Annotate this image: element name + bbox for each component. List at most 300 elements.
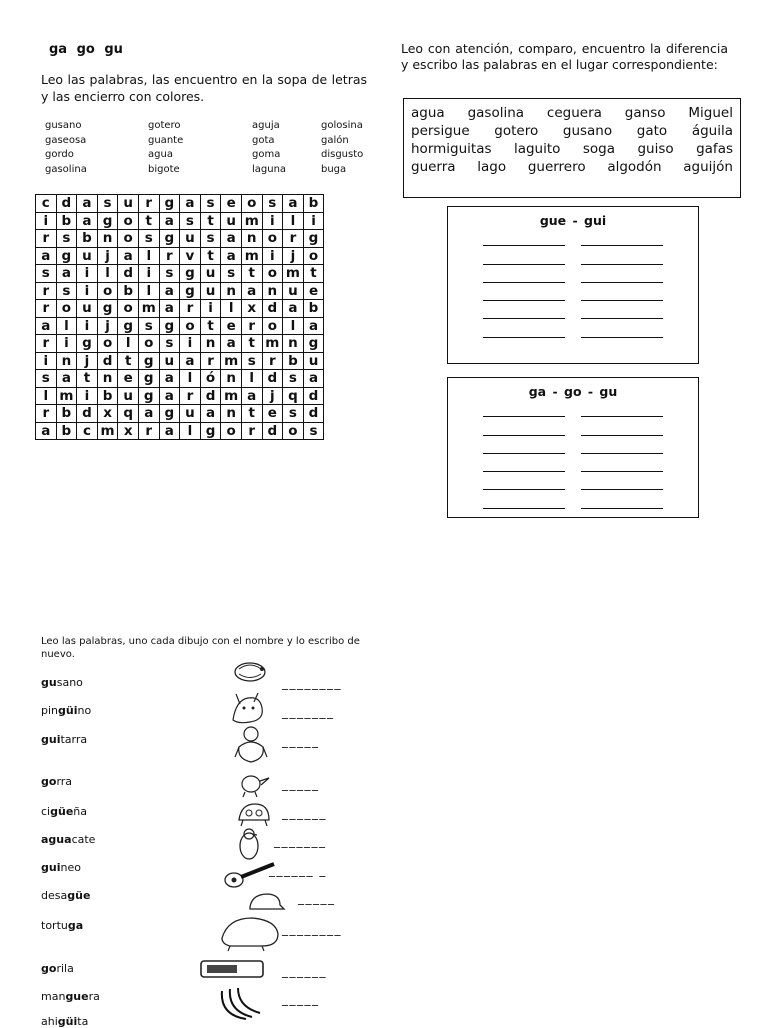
grid-cell[interactable]: v bbox=[180, 247, 201, 265]
grid-row bbox=[36, 195, 324, 213]
grid-cell[interactable]: a bbox=[138, 405, 159, 423]
grid-cell[interactable]: s bbox=[200, 230, 221, 248]
grid-cell[interactable]: r bbox=[138, 195, 159, 213]
grid-cell[interactable]: n bbox=[283, 335, 304, 353]
grid-cell[interactable]: a bbox=[56, 370, 77, 388]
grid-cell[interactable]: m bbox=[241, 247, 262, 265]
matching-instructions: Leo las palabras, uno cada dibujo con el nombre y lo escribo de nuevo. bbox=[41, 636, 360, 660]
grid-cell[interactable]: l bbox=[241, 370, 262, 388]
grid-cell[interactable]: g bbox=[56, 247, 77, 265]
grid-cell[interactable]: a bbox=[159, 282, 180, 300]
word-list-item: gusano bbox=[45, 120, 82, 131]
grid-cell[interactable]: u bbox=[221, 212, 242, 230]
grid-cell[interactable]: o bbox=[262, 265, 283, 283]
answer-line[interactable] bbox=[483, 508, 565, 509]
answer-line[interactable] bbox=[483, 282, 565, 283]
grid-cell[interactable]: o bbox=[138, 335, 159, 353]
grid-cell[interactable]: i bbox=[36, 212, 57, 230]
grid-cell[interactable]: u bbox=[118, 195, 139, 213]
word-box-word: guerrero bbox=[527, 159, 586, 175]
grid-cell[interactable]: a bbox=[159, 387, 180, 405]
penguin-icon bbox=[232, 826, 266, 862]
word-box-word: laguito bbox=[513, 141, 561, 157]
answer-line[interactable] bbox=[581, 337, 663, 338]
grid-cell[interactable]: d bbox=[97, 352, 118, 370]
grid-cell[interactable]: u bbox=[180, 230, 201, 248]
grid-cell[interactable]: e bbox=[118, 370, 139, 388]
grid-cell[interactable]: a bbox=[221, 230, 242, 248]
grid-cell[interactable]: s bbox=[36, 370, 57, 388]
grid-cell[interactable]: a bbox=[56, 265, 77, 283]
answer-line[interactable] bbox=[581, 300, 663, 301]
word-box-word: ganso bbox=[624, 105, 666, 121]
grid-cell[interactable]: j bbox=[262, 387, 283, 405]
panel-ga-go-gu bbox=[447, 377, 699, 518]
word-box-word: gusano bbox=[562, 123, 613, 139]
answer-dash-line[interactable]: _______ bbox=[282, 705, 335, 719]
grid-cell[interactable]: g bbox=[200, 422, 221, 440]
answer-line[interactable] bbox=[581, 435, 663, 436]
grid-row bbox=[36, 247, 324, 265]
answer-dash-line[interactable]: ______ _ bbox=[269, 863, 327, 877]
word-list-item: disgusto bbox=[321, 149, 364, 160]
grid-cell[interactable]: l bbox=[118, 335, 139, 353]
grid-cell[interactable]: a bbox=[303, 317, 324, 335]
grid-cell[interactable]: i bbox=[200, 300, 221, 318]
grid-cell[interactable]: a bbox=[36, 317, 57, 335]
answer-line[interactable] bbox=[483, 471, 565, 472]
grid-cell[interactable]: l bbox=[180, 422, 201, 440]
grid-cell[interactable]: t bbox=[77, 370, 98, 388]
grid-cell[interactable]: l bbox=[97, 265, 118, 283]
grid-cell[interactable]: i bbox=[36, 352, 57, 370]
grid-cell[interactable]: x bbox=[97, 405, 118, 423]
grid-cell[interactable]: ó bbox=[200, 370, 221, 388]
grid-cell[interactable]: t bbox=[303, 265, 324, 283]
grid-cell[interactable]: o bbox=[118, 230, 139, 248]
grid-cell[interactable]: n bbox=[262, 282, 283, 300]
word-box-word: persigue bbox=[411, 123, 470, 139]
grid-cell[interactable]: m bbox=[262, 335, 283, 353]
grid-cell[interactable]: u bbox=[77, 300, 98, 318]
grid-cell[interactable]: g bbox=[303, 335, 324, 353]
answer-line[interactable] bbox=[483, 337, 565, 338]
grid-cell[interactable]: a bbox=[241, 282, 262, 300]
grid-cell[interactable]: u bbox=[118, 387, 139, 405]
grid-cell[interactable]: e bbox=[262, 405, 283, 423]
grid-cell[interactable]: g bbox=[97, 212, 118, 230]
grid-cell[interactable]: n bbox=[221, 282, 242, 300]
grid-cell[interactable]: i bbox=[77, 265, 98, 283]
grid-cell[interactable]: i bbox=[180, 335, 201, 353]
grid-cell[interactable]: s bbox=[36, 265, 57, 283]
grid-cell[interactable]: o bbox=[262, 317, 283, 335]
grid-cell[interactable]: b bbox=[77, 230, 98, 248]
grid-cell[interactable]: m bbox=[221, 352, 242, 370]
word-list-item: gotero bbox=[148, 120, 181, 131]
grid-cell[interactable]: t bbox=[241, 265, 262, 283]
answer-line[interactable] bbox=[581, 318, 663, 319]
word-list-item: gaseosa bbox=[45, 134, 87, 146]
answer-line[interactable] bbox=[483, 489, 565, 490]
grid-cell[interactable]: r bbox=[180, 300, 201, 318]
grid-cell[interactable]: s bbox=[97, 195, 118, 213]
answer-line[interactable] bbox=[581, 471, 663, 472]
grid-row bbox=[36, 265, 324, 283]
word-list-item: laguna bbox=[252, 163, 287, 175]
grid-cell[interactable]: m bbox=[97, 422, 118, 440]
grid-cell[interactable]: u bbox=[303, 352, 324, 370]
matching-word: manguera bbox=[41, 990, 100, 1003]
word-list-item: galón bbox=[321, 134, 349, 146]
grid-cell[interactable]: j bbox=[77, 352, 98, 370]
answer-line[interactable] bbox=[581, 489, 663, 490]
panel-title: ga - go - gu bbox=[528, 384, 618, 399]
grid-cell[interactable]: r bbox=[262, 352, 283, 370]
word-box-word: soga bbox=[582, 141, 616, 157]
grid-cell[interactable]: s bbox=[159, 265, 180, 283]
grid-cell[interactable]: a bbox=[36, 422, 57, 440]
grid-cell[interactable]: s bbox=[200, 195, 221, 213]
grid-cell[interactable]: n bbox=[221, 405, 242, 423]
grid-cell[interactable]: r bbox=[200, 352, 221, 370]
grid-cell[interactable]: a bbox=[221, 335, 242, 353]
grid-cell[interactable]: b bbox=[303, 300, 324, 318]
word-box-word: agua bbox=[411, 105, 445, 121]
grid-cell[interactable]: b bbox=[56, 405, 77, 423]
grid-cell[interactable]: e bbox=[221, 195, 242, 213]
word-box-word: Miguel bbox=[688, 105, 733, 121]
answer-line[interactable] bbox=[483, 300, 565, 301]
word-list-item: agua bbox=[148, 149, 173, 160]
grid-cell[interactable]: r bbox=[36, 282, 57, 300]
grid-cell[interactable]: r bbox=[36, 405, 57, 423]
grid-cell[interactable]: m bbox=[241, 212, 262, 230]
grid-cell[interactable]: a bbox=[77, 212, 98, 230]
grid-cell[interactable]: m bbox=[56, 387, 77, 405]
grid-cell[interactable]: q bbox=[118, 405, 139, 423]
grid-row bbox=[36, 335, 324, 353]
word-list-item: guante bbox=[148, 134, 184, 146]
answer-dash-line[interactable]: _____ bbox=[282, 992, 320, 1006]
word-list bbox=[45, 119, 375, 176]
classify-instructions: Leo con atención, comparo, encuentro la diferencia y escribo las palabras en el lugar correspondiente: bbox=[401, 41, 728, 72]
answer-line[interactable] bbox=[581, 282, 663, 283]
grid-cell[interactable]: t bbox=[200, 247, 221, 265]
grid-cell[interactable]: x bbox=[118, 422, 139, 440]
grid-cell[interactable]: a bbox=[118, 247, 139, 265]
grid-cell[interactable]: u bbox=[283, 282, 304, 300]
panel-gue-gui bbox=[447, 206, 699, 364]
grid-cell[interactable]: l bbox=[283, 317, 304, 335]
grid-cell[interactable]: g bbox=[159, 317, 180, 335]
grid-cell[interactable]: g bbox=[138, 352, 159, 370]
grid-cell[interactable]: n bbox=[97, 370, 118, 388]
grid-cell[interactable]: s bbox=[262, 195, 283, 213]
word-box-word: aguijón bbox=[683, 159, 733, 175]
matching-word: cigüeña bbox=[41, 805, 87, 818]
grid-cell[interactable]: s bbox=[303, 422, 324, 440]
grid-cell[interactable]: a bbox=[36, 247, 57, 265]
word-list-item: aguja bbox=[252, 120, 280, 131]
grid-cell[interactable]: e bbox=[303, 282, 324, 300]
grid-cell[interactable]: n bbox=[200, 335, 221, 353]
grid-cell[interactable]: a bbox=[180, 195, 201, 213]
answer-line[interactable] bbox=[581, 453, 663, 454]
grid-cell[interactable]: o bbox=[262, 230, 283, 248]
grid-cell[interactable]: l bbox=[138, 282, 159, 300]
answer-line[interactable] bbox=[581, 508, 663, 509]
grid-row bbox=[36, 387, 324, 405]
matching-word: guitarra bbox=[41, 733, 88, 746]
grid-cell[interactable]: i bbox=[77, 317, 98, 335]
grid-cell[interactable]: r bbox=[241, 422, 262, 440]
grid-cell[interactable]: t bbox=[241, 335, 262, 353]
grid-cell[interactable]: j bbox=[97, 247, 118, 265]
grid-cell[interactable]: i bbox=[138, 265, 159, 283]
grid-cell[interactable]: s bbox=[159, 335, 180, 353]
grid-cell[interactable]: d bbox=[262, 300, 283, 318]
grid-cell[interactable]: g bbox=[97, 300, 118, 318]
grid-cell[interactable]: g bbox=[138, 370, 159, 388]
matching-word: ahigüita bbox=[41, 1015, 89, 1028]
grid-cell[interactable]: s bbox=[138, 230, 159, 248]
grid-cell[interactable]: x bbox=[241, 300, 262, 318]
grid-cell[interactable]: l bbox=[180, 370, 201, 388]
word-list-item: gota bbox=[252, 134, 275, 146]
grid-cell[interactable]: g bbox=[159, 230, 180, 248]
answer-dash-line[interactable]: _____ bbox=[282, 734, 320, 748]
word-box-line bbox=[411, 122, 733, 140]
answer-dash-line[interactable]: _____ bbox=[282, 777, 320, 791]
grid-cell[interactable]: l bbox=[138, 247, 159, 265]
grid-cell[interactable]: l bbox=[56, 317, 77, 335]
grid-cell[interactable]: g bbox=[138, 387, 159, 405]
grid-row bbox=[36, 300, 324, 318]
grid-cell[interactable]: m bbox=[283, 265, 304, 283]
grid-cell[interactable]: b bbox=[118, 282, 139, 300]
grid-cell[interactable]: e bbox=[221, 317, 242, 335]
grid-cell[interactable]: j bbox=[97, 317, 118, 335]
grid-cell[interactable]: b bbox=[283, 352, 304, 370]
grid-cell[interactable]: l bbox=[283, 212, 304, 230]
word-list-item: bigote bbox=[148, 163, 180, 175]
answer-line[interactable] bbox=[483, 318, 565, 319]
caterpillar-icon bbox=[231, 657, 269, 687]
grid-cell[interactable]: u bbox=[159, 352, 180, 370]
grid-cell[interactable]: s bbox=[138, 317, 159, 335]
grid-cell[interactable]: m bbox=[221, 387, 242, 405]
matching-word: guineo bbox=[41, 861, 81, 874]
grid-cell[interactable]: t bbox=[200, 317, 221, 335]
gorilla-icon bbox=[233, 725, 269, 765]
grid-cell[interactable]: l bbox=[36, 387, 57, 405]
panel-title: gue - gui bbox=[539, 213, 607, 228]
grid-cell[interactable]: r bbox=[180, 387, 201, 405]
grid-cell[interactable]: d bbox=[118, 265, 139, 283]
word-box-word: águila bbox=[691, 123, 733, 139]
grid-cell[interactable]: g bbox=[159, 405, 180, 423]
grid-cell[interactable]: u bbox=[200, 265, 221, 283]
grid-cell[interactable]: g bbox=[77, 335, 98, 353]
grid-cell[interactable]: o bbox=[180, 317, 201, 335]
bananas-icon bbox=[216, 985, 266, 1024]
answer-dash-line[interactable]: ________ bbox=[282, 922, 342, 936]
grid-cell[interactable]: s bbox=[241, 352, 262, 370]
word-box bbox=[403, 98, 741, 198]
grid-cell[interactable]: d bbox=[262, 370, 283, 388]
grid-cell[interactable]: o bbox=[118, 212, 139, 230]
word-list-item: buga bbox=[321, 163, 347, 175]
answer-blanks bbox=[448, 228, 698, 338]
grid-cell[interactable]: n bbox=[56, 352, 77, 370]
grid-cell[interactable]: a bbox=[159, 370, 180, 388]
word-box-word: guiso bbox=[637, 141, 674, 157]
grid-cell[interactable]: l bbox=[221, 300, 242, 318]
grid-cell[interactable]: d bbox=[200, 387, 221, 405]
grid-cell[interactable]: s bbox=[56, 230, 77, 248]
grid-cell[interactable]: r bbox=[36, 335, 57, 353]
grid-cell[interactable]: g bbox=[118, 317, 139, 335]
grid-cell[interactable]: r bbox=[36, 300, 57, 318]
word-list-item: goma bbox=[252, 149, 281, 160]
answer-line[interactable] bbox=[581, 264, 663, 265]
dog-icon bbox=[228, 690, 268, 726]
grid-cell[interactable]: a bbox=[200, 405, 221, 423]
grid-cell[interactable]: g bbox=[303, 230, 324, 248]
grid-cell[interactable]: a bbox=[159, 212, 180, 230]
answer-line[interactable] bbox=[483, 264, 565, 265]
word-box-word: guerra bbox=[411, 159, 456, 175]
word-box-word: gasolina bbox=[467, 105, 525, 121]
word-search-grid bbox=[35, 194, 324, 440]
grid-cell[interactable]: o bbox=[118, 300, 139, 318]
matching-word: tortuga bbox=[41, 919, 84, 932]
grid-cell[interactable]: a bbox=[159, 422, 180, 440]
guitar-icon bbox=[222, 860, 278, 890]
answer-blanks bbox=[448, 399, 698, 509]
answer-line[interactable] bbox=[483, 416, 565, 417]
grid-cell[interactable]: a bbox=[303, 370, 324, 388]
grid-cell[interactable]: t bbox=[118, 352, 139, 370]
answer-line[interactable] bbox=[581, 245, 663, 246]
answer-line[interactable] bbox=[483, 453, 565, 454]
grid-cell[interactable]: t bbox=[200, 212, 221, 230]
word-search-instructions: Leo las palabras, las encuentro en la sopa de letras y las encierro con colores. bbox=[41, 72, 367, 104]
grid-cell[interactable]: r bbox=[36, 230, 57, 248]
grid-cell[interactable]: s bbox=[283, 370, 304, 388]
grid-cell[interactable]: s bbox=[283, 405, 304, 423]
grid-cell[interactable]: g bbox=[180, 282, 201, 300]
grid-cell[interactable]: b bbox=[56, 212, 77, 230]
grid-cell[interactable]: u bbox=[180, 405, 201, 423]
grid-cell[interactable]: o bbox=[303, 247, 324, 265]
grid-cell[interactable]: i bbox=[77, 387, 98, 405]
grid-cell[interactable]: c bbox=[77, 422, 98, 440]
grid-cell[interactable]: a bbox=[159, 300, 180, 318]
section-title-ga-go-gu: ga go gu bbox=[49, 42, 123, 57]
grid-cell[interactable]: d bbox=[77, 405, 98, 423]
grid-cell[interactable]: n bbox=[97, 230, 118, 248]
grid-cell[interactable]: i bbox=[77, 282, 98, 300]
grid-cell[interactable]: s bbox=[56, 282, 77, 300]
grid-cell[interactable]: m bbox=[138, 300, 159, 318]
tapir-icon bbox=[218, 912, 284, 952]
grid-cell[interactable]: j bbox=[283, 247, 304, 265]
grid-cell[interactable]: n bbox=[221, 370, 242, 388]
answer-dash-line[interactable]: ______ bbox=[282, 806, 327, 820]
grid-cell[interactable]: d bbox=[56, 195, 77, 213]
answer-dash-line[interactable]: _______ bbox=[274, 834, 327, 848]
answer-line[interactable] bbox=[483, 245, 565, 246]
grid-cell[interactable]: i bbox=[262, 247, 283, 265]
grid-cell[interactable]: i bbox=[303, 212, 324, 230]
word-box-line bbox=[411, 104, 733, 122]
grid-cell[interactable]: c bbox=[36, 195, 57, 213]
word-list-item: gasolina bbox=[45, 163, 87, 175]
grid-cell[interactable]: o bbox=[97, 335, 118, 353]
grid-cell[interactable]: a bbox=[77, 195, 98, 213]
grid-cell[interactable]: r bbox=[138, 422, 159, 440]
grid-cell[interactable]: g bbox=[159, 195, 180, 213]
grid-cell[interactable]: n bbox=[241, 230, 262, 248]
grid-cell[interactable]: d bbox=[303, 387, 324, 405]
grid-cell[interactable]: i bbox=[262, 212, 283, 230]
grid-cell[interactable]: o bbox=[97, 282, 118, 300]
grid-cell[interactable]: s bbox=[221, 265, 242, 283]
grid-cell[interactable]: i bbox=[56, 335, 77, 353]
matching-word: gusano bbox=[41, 676, 83, 689]
grid-cell[interactable]: t bbox=[138, 212, 159, 230]
grid-cell[interactable]: o bbox=[56, 300, 77, 318]
word-box-line bbox=[411, 158, 733, 176]
grid-cell[interactable]: b bbox=[97, 387, 118, 405]
grid-row bbox=[36, 212, 324, 230]
grid-cell[interactable]: o bbox=[221, 422, 242, 440]
grid-cell[interactable]: u bbox=[77, 247, 98, 265]
matching-word: gorila bbox=[41, 962, 74, 975]
grid-cell[interactable]: r bbox=[241, 317, 262, 335]
answer-dash-line[interactable]: ______ bbox=[282, 964, 327, 978]
grid-cell[interactable]: u bbox=[200, 282, 221, 300]
answer-dash-line[interactable]: _____ bbox=[298, 891, 336, 905]
grid-row bbox=[36, 370, 324, 388]
grid-cell[interactable]: s bbox=[180, 212, 201, 230]
grid-cell[interactable]: q bbox=[283, 387, 304, 405]
grid-cell[interactable]: d bbox=[262, 422, 283, 440]
grid-cell[interactable]: b bbox=[56, 422, 77, 440]
grid-cell[interactable]: r bbox=[159, 247, 180, 265]
grid-cell[interactable]: a bbox=[180, 352, 201, 370]
grid-cell[interactable]: t bbox=[241, 405, 262, 423]
grid-cell[interactable]: o bbox=[283, 422, 304, 440]
answer-line[interactable] bbox=[581, 416, 663, 417]
grid-cell[interactable]: a bbox=[283, 195, 304, 213]
grid-cell[interactable]: g bbox=[180, 265, 201, 283]
grid-cell[interactable]: b bbox=[303, 195, 324, 213]
grid-cell[interactable]: a bbox=[241, 387, 262, 405]
grid-row bbox=[36, 230, 324, 248]
grid-row bbox=[36, 405, 324, 423]
grid-cell[interactable]: a bbox=[221, 247, 242, 265]
grid-cell[interactable]: o bbox=[241, 195, 262, 213]
grid-cell[interactable]: d bbox=[303, 405, 324, 423]
grid-cell[interactable]: r bbox=[283, 230, 304, 248]
word-box-line bbox=[411, 140, 733, 158]
grid-cell[interactable]: a bbox=[283, 300, 304, 318]
answer-line[interactable] bbox=[483, 435, 565, 436]
answer-dash-line[interactable]: ________ bbox=[282, 676, 342, 690]
